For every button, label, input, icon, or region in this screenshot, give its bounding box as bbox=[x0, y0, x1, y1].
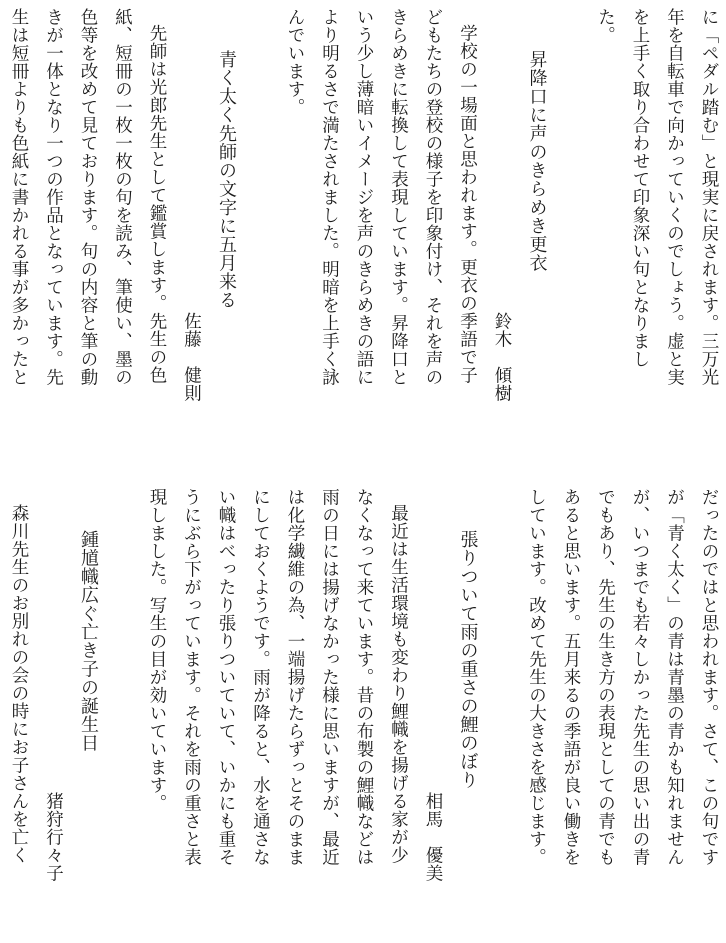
column-text: 鈴木 傾樹 bbox=[492, 312, 512, 402]
author-name bbox=[36, 488, 71, 938]
column-text: 学校の一場面と思われます。更衣の季語で子 bbox=[457, 24, 478, 384]
column-text: が、いつまでも若々しかった先生の思い出の青 bbox=[630, 488, 650, 866]
column-text: きが一体となり一つの作品となっています。先 bbox=[43, 8, 64, 386]
text-column bbox=[71, 8, 106, 438]
text-column bbox=[312, 488, 347, 938]
blank-column bbox=[243, 8, 278, 438]
text-column bbox=[312, 8, 347, 438]
column-text: 青く太く先師の文字に五月来る bbox=[216, 50, 237, 309]
column-text: 佐藤 健則 bbox=[181, 312, 202, 402]
blank-column bbox=[554, 8, 589, 438]
text-column bbox=[36, 8, 71, 438]
haiku-title bbox=[71, 488, 106, 938]
column-text: うにぶら下がっています。それを雨の重さと表 bbox=[181, 488, 202, 866]
column-text: 色等を改めて見ております。句の内容と筆の動 bbox=[78, 8, 98, 386]
column-text: いう少し薄暗いイメージを声のきらめきの語に bbox=[354, 8, 374, 386]
column-text: でもあり、先生の生き方の表現としての青でも bbox=[595, 488, 616, 866]
text-column bbox=[416, 8, 451, 438]
column-text: より明るさで満たされました。明暗を上手く詠 bbox=[319, 8, 340, 386]
column-text: 現しました。写生の目が効いています。 bbox=[147, 488, 167, 812]
text-column bbox=[278, 488, 313, 938]
author-name bbox=[416, 488, 451, 938]
column-text: 最近は生活環境も変わり鯉幟を揚げる家が少 bbox=[388, 504, 409, 864]
text-column bbox=[2, 488, 37, 938]
column-text: なくなって来ています。昔の布製の鯉幟などは bbox=[354, 488, 374, 866]
text-column bbox=[0, 8, 2, 438]
text-column bbox=[588, 8, 623, 438]
text-column bbox=[347, 8, 382, 438]
column-text: 鍾馗幟広ぐ亡き子の誕生日 bbox=[78, 530, 99, 752]
text-column bbox=[692, 488, 726, 938]
haiku-title bbox=[209, 8, 244, 438]
author-name bbox=[174, 8, 209, 438]
author-name bbox=[485, 8, 520, 438]
column-text: 雨の日には揚げなかった様に思いますが、最近 bbox=[319, 488, 340, 866]
column-text: た。 bbox=[595, 8, 616, 44]
text-column bbox=[140, 488, 175, 938]
column-text: どもたちの登校の様子を印象付け、それを声の bbox=[423, 8, 443, 386]
column-text: きらめきに転換して表現しています。昇降口と bbox=[388, 8, 409, 386]
text-column bbox=[554, 488, 589, 938]
column-text: 紙、短冊の一枚一枚の句を読み、筆使い、墨の bbox=[112, 8, 133, 386]
column-text: 張りついて雨の重さの鯉のぼり bbox=[457, 530, 479, 789]
column-text: だったのではと思われます。さて、この句です bbox=[699, 488, 719, 866]
text-column bbox=[692, 8, 726, 438]
column-text: い幟はべったり張りついていて、いかにも重そ bbox=[216, 488, 236, 866]
text-column bbox=[657, 8, 692, 438]
text-column bbox=[347, 488, 382, 938]
text-column bbox=[278, 8, 313, 438]
column-text: 昇降口に声のきらめき更衣 bbox=[526, 50, 548, 272]
text-column bbox=[657, 488, 692, 938]
column-text: は化学繊維の為、一端揚げたらずっとそのまま bbox=[285, 488, 305, 866]
text-column bbox=[381, 8, 416, 438]
column-text: に「ペダル踏む」と現実に戻されます。三万光 bbox=[699, 8, 719, 386]
column-text: 年を自転車で向かっていくのでしょう。虚と実 bbox=[664, 8, 685, 386]
column-text: にしておくようです。雨が降ると、水を通さな bbox=[250, 488, 271, 866]
column-text: 猪狩行々子 bbox=[43, 792, 64, 882]
text-column bbox=[519, 488, 554, 938]
text-column bbox=[381, 488, 416, 938]
text-column bbox=[140, 8, 175, 438]
column-text: 生は短冊よりも色紙に書かれる事が多かったと bbox=[9, 8, 29, 386]
text-column bbox=[209, 488, 244, 938]
column-text: しています。改めて先生の大きさを感じます。 bbox=[526, 488, 547, 866]
column-text bbox=[0, 8, 2, 438]
column-text: が「青く太く」の青は青墨の青かも知れません bbox=[664, 488, 685, 866]
text-column bbox=[174, 488, 209, 938]
column-text bbox=[0, 488, 2, 938]
column-text: を上手く取り合わせて印象深い句となりまし bbox=[630, 8, 650, 368]
haiku-title bbox=[450, 488, 485, 938]
blank-column bbox=[105, 488, 140, 938]
column-text: あると思います。五月来るの季語が良い働きを bbox=[561, 488, 581, 866]
haiku-title bbox=[519, 8, 554, 438]
text-column bbox=[623, 8, 658, 438]
upper-text-block bbox=[0, 8, 726, 438]
text-column bbox=[623, 488, 658, 938]
text-column bbox=[0, 488, 2, 938]
text-column bbox=[243, 488, 278, 938]
text-column bbox=[588, 488, 623, 938]
column-text: 先師は光郎先生として鑑賞します。先生の色 bbox=[147, 24, 167, 384]
column-text: 森川先生のお別れの会の時にお子さんを亡く bbox=[9, 504, 29, 864]
lower-text-block bbox=[0, 488, 726, 938]
blank-column bbox=[485, 488, 520, 938]
column-text: 相馬 優美 bbox=[423, 792, 443, 882]
text-column bbox=[105, 8, 140, 438]
text-column bbox=[2, 8, 37, 438]
column-text: んでいます。 bbox=[285, 8, 305, 116]
text-column bbox=[450, 8, 485, 438]
